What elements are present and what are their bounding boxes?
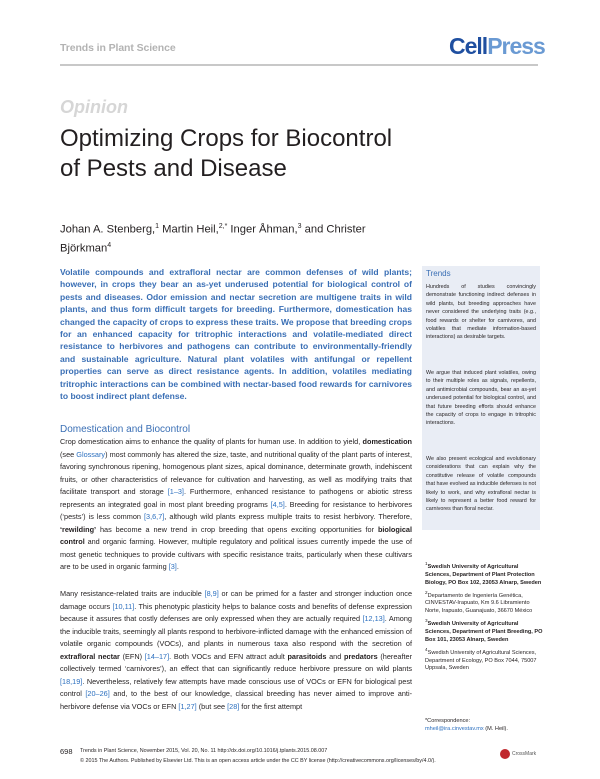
reference-link[interactable]: [3,6,7]: [144, 512, 165, 522]
footer-copyright: © 2015 The Authors. Published by Elsevier Ltd. This is an open access article under the CC BY license (http://creativecommons.org/licenses/by/4.0/).: [80, 758, 436, 764]
glossary-term: extrafloral nectar: [60, 651, 120, 661]
body-text: has become a new trend in crop breeding that opens exciting opportunities for: [96, 524, 378, 534]
section-heading: Domestication and Biocontrol: [60, 424, 191, 435]
body-text: . Both VOCs and EFN attract adult: [169, 651, 288, 661]
body-text: .: [176, 562, 179, 572]
author-name: Inger Åhman,: [227, 223, 298, 236]
body-text: (see: [60, 449, 77, 459]
body-paragraph-2: [60, 588, 412, 713]
cellpress-logo: [449, 35, 545, 58]
logo-press: Press: [487, 33, 545, 59]
body-text: (EFN): [119, 651, 145, 661]
reference-link[interactable]: [18,19]: [60, 676, 83, 686]
body-text: (but see: [196, 701, 228, 711]
author-affiliation-mark: 3: [297, 223, 302, 230]
affiliation-number: 3: [425, 618, 428, 624]
trends-title: Trends: [426, 269, 451, 278]
correspondence-email[interactable]: mheil@ira.cinvestav.mx: [425, 725, 484, 732]
header-rule: [60, 64, 538, 66]
glossary-term: domestication: [362, 437, 412, 446]
affiliation: [425, 589, 543, 617]
body-text: and organic farming. However, multiple regulatory and political issues currently impede the use of most genetic techniques to provide cultivars with specific resistance traits, particularly when these cultivars are to be used in organic farming: [60, 537, 412, 572]
reference-link[interactable]: [1–3]: [167, 487, 184, 497]
reference-link[interactable]: [14–17]: [144, 651, 170, 661]
body-text: (hereafter collectively termed ‘carnivores’), an effect that can significantly reduce herbivore pressure on wild plants: [60, 651, 412, 674]
article-type: Opinion: [60, 97, 128, 117]
abstract: Volatile compounds and extrafloral nectar are common defenses of wild plants; however, in crops they bear an as-yet underused potential for biological control of pests and diseases. Odor emission and nectar secretion are multigene traits in wild plants, and thus form difficult targets for breeding. Furthermore, domestication has changed the capacity of crops to express these traits. We propose that breeding crops for an enhanced capacity for tritrophic interactions and volatile-mediated direct resistance to herbivores and pathogens can contribute to environmentally-friendly and sustainable agriculture. Natural plant volatiles with antifungal or repellent properties can serve as direct resistance agents. In addition, volatiles mediating tritrophic interactions can be combined with nectar-based food rewards for carnivores to boost indirect plant defense.: [60, 267, 412, 402]
crossmark-icon: [500, 749, 510, 759]
body-text: , although wild plants express multiple traits to resist herbivory. Therefore,: [164, 512, 412, 522]
reference-link[interactable]: [10,11]: [112, 601, 135, 611]
body-text: Crop domestication aims to enhance the quality of plants for human use. In addition to yield,: [60, 437, 363, 446]
journal-name: Trends in Plant Science: [60, 42, 176, 54]
trend-item: Hundreds of studies convincingly demonstrate functioning indirect defenses in wild plants, but breeding approaches have never considered the underlying traits (e.g., food rewards or shelter for carnivores, and volatiles that mediate information-based interactions) as desirable targets.: [426, 284, 536, 341]
affiliations: [425, 560, 543, 674]
affiliation-number: 4: [425, 646, 428, 652]
affiliation-text: Swedish University of Agricultural Sciences, Department of Plant Protection Biology, PO Box 102, 23053 Alnarp, Sweden: [425, 563, 542, 586]
body-text: Many resistance-related traits are inducible: [60, 589, 205, 598]
reference-link[interactable]: [20–26]: [85, 689, 110, 699]
body-text: and, to the best of our knowledge, classical breeding has never aimed to improve anti-herbivore defense via VOCs or EFN: [60, 689, 413, 711]
body-text: for the first attempt: [239, 701, 303, 711]
author-list: [60, 219, 380, 256]
trend-item: We argue that induced plant volatiles, owing to their multiple roles as signals, repellents, and antimicrobial compounds, bear an as-yet underused potential for biological control, and that future breeding efforts should enhance the capacity of crops to engage in tritrophic interactions.: [426, 370, 536, 427]
body-text: or can be primed for a faster and stronger induction once damage occurs: [60, 589, 412, 611]
affiliation-number: 2: [425, 589, 428, 595]
correspondence-name: (M. Heil).: [483, 725, 508, 732]
crossmark-badge[interactable]: [500, 748, 540, 762]
glossary-term: parasitoids: [287, 651, 327, 661]
reference-link[interactable]: [3]: [168, 562, 177, 572]
author-affiliation-mark: 4: [107, 241, 112, 249]
body-paragraph-1: [60, 436, 412, 574]
glossary-term: biological control: [60, 524, 412, 547]
affiliation: [425, 646, 543, 674]
body-text: . Breeding for resistance to herbivores (‘pests’) is less common: [60, 499, 412, 522]
affiliation: [425, 617, 543, 645]
footer-citation: Trends in Plant Science, November 2015, Vol. 20, No. 11 http://dx.doi.org/10.1016/j.tplants.2015.08.007: [80, 748, 328, 754]
body-text: . This phenotypic plasticity helps to balance costs and benefits of defense expression because it assures that costly defenses are only expressed when they are actually required: [60, 601, 412, 624]
correspondence-label: *Correspondence:: [425, 718, 471, 724]
body-text: . Furthermore, enhanced resistance to pathogens or abiotic stress represents an integrated goal in most plant breeding programs: [60, 487, 412, 509]
logo-cell: Cell: [449, 33, 488, 59]
reference-link[interactable]: [12,13]: [362, 614, 385, 624]
author-name: and Christer Björkman: [60, 223, 366, 255]
affiliation-text: Departamento de Ingeniería Genética, CINVESTAV-Irapuato, Km 9.6 Libramiento Norte, Irapuato, Guanajuato, 36670 México: [425, 592, 533, 615]
author-name: Johan A. Stenberg,: [60, 223, 156, 236]
affiliation-number: 1: [425, 561, 428, 566]
body-text: ) most commonly has altered the size, taste, and nutritional quality of the plant parts of interest, favoring synchronous ripening, homogenous plant sizes, apical dominance, determinate growth, indehiscent fruits, or other characteristics of relevance for cultivation and harvesting, as well as modifying traits that facilitate transport and storage: [60, 449, 412, 497]
reference-link[interactable]: [4,5]: [270, 499, 285, 509]
crossmark-label: CrossMark: [512, 751, 537, 757]
body-text: . Nevertheless, relatively few attempts have made conscious use of VOCs or EFN for biological pest control: [60, 676, 412, 699]
body-text: . Among the inducible traits, seemingly all plants respond to herbivore-inflicted damage with the enhanced emission of volatile organic compounds (VOCs), and plants in numerous taxa also respond with the secretion of: [60, 614, 412, 649]
correspondence: [425, 718, 543, 734]
glossary-term: predators: [344, 651, 378, 661]
affiliation-text: Swedish University of Agricultural Sciences, Department of Plant Breeding, PO Box 101, 23053 Alnarp, Sweden: [425, 621, 543, 643]
reference-link[interactable]: [28]: [227, 701, 240, 711]
reference-link[interactable]: [8,9]: [204, 589, 219, 598]
author-name: Martin Heil,: [159, 223, 219, 236]
author-affiliation-mark: 1: [155, 223, 160, 230]
reference-link[interactable]: [1,27]: [178, 701, 197, 711]
author-affiliation-mark: 2,*: [218, 223, 228, 230]
trend-item: We also present ecological and evolutionary considerations that can explain why the constitutive release of volatile compounds that have evolved as inducible defenses is not likely to work, and why extrafloral nectar is likely to represent a better food reward for carnivores than floral nectar.: [426, 456, 536, 513]
glossary-term: ‘rewilding’: [60, 524, 97, 534]
affiliation-text: Swedish University of Agricultural Sciences, Department of Ecology, PO Box 7044, 75007 Uppsala, Sweden: [425, 649, 537, 672]
affiliation: [425, 560, 543, 588]
body-text: and: [326, 651, 344, 661]
page-number: 698: [60, 747, 73, 756]
article-title: Optimizing Crops for Biocontrol of Pests and Disease: [60, 125, 393, 182]
reference-link[interactable]: Glossary: [76, 449, 106, 459]
